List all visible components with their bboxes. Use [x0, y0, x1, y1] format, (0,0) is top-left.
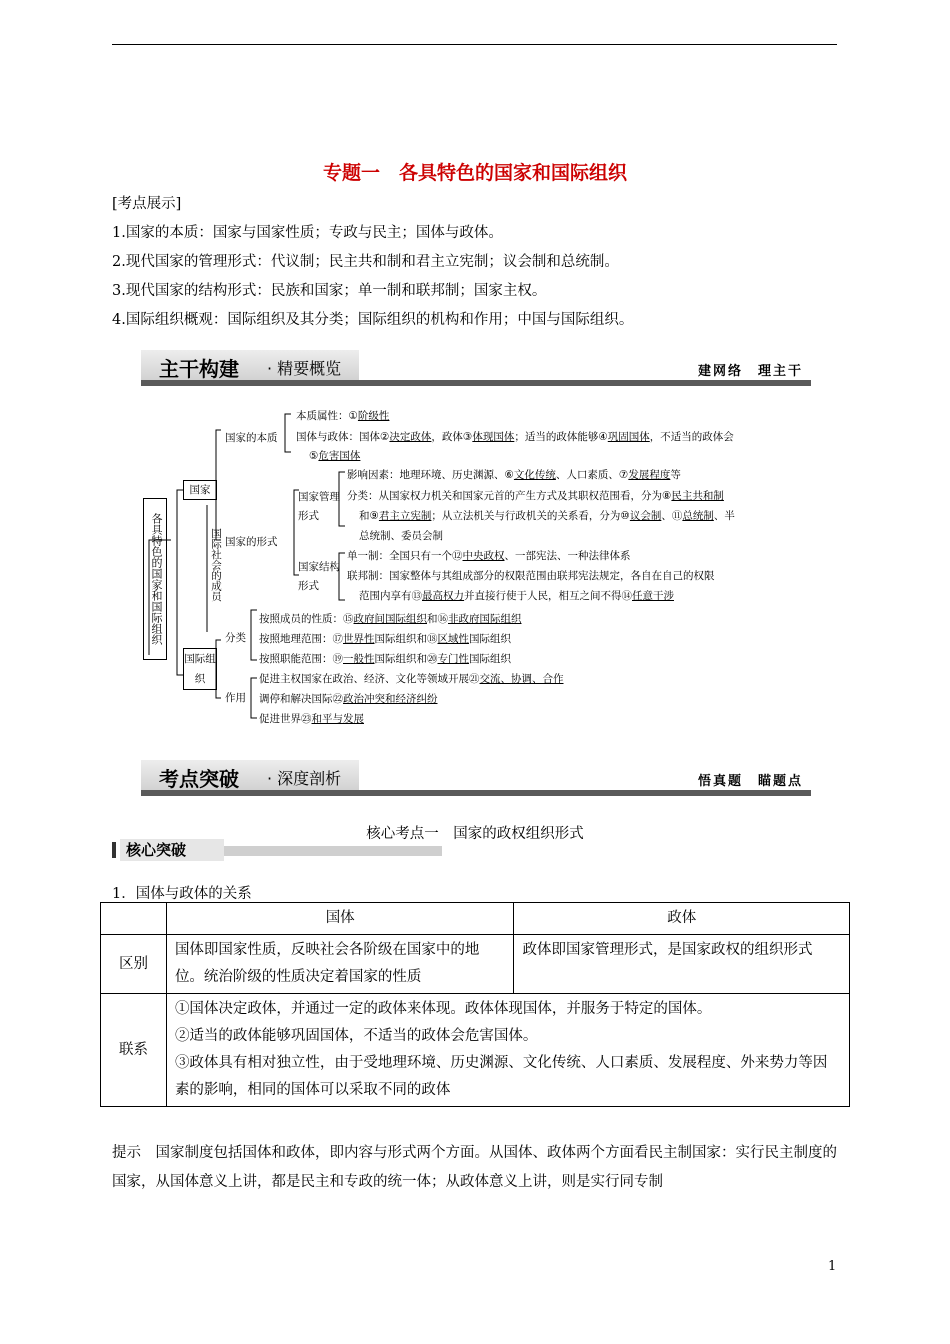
node-classify: 分类: [225, 632, 246, 644]
mindmap-line: 按照地理范围：⑰世界性国际组织和⑱区域性国际组织: [259, 633, 511, 645]
banner-main-title: 主干构建: [159, 357, 239, 381]
connection-item: ②适当的政体能够巩固国体，不适当的政体会危害国体。: [174, 1028, 538, 1044]
tip-paragraph: 提示 国家制度包括国体和政体，即内容与形式两个方面。从国体、政体两个方面看民主制国家：实行民主制度的国家，从国体意义上讲，都是民主和专政的统一体；从政体意义上讲，则是实行同专制: [112, 1145, 837, 1190]
exam-points-heading: [考点展示]: [112, 196, 182, 212]
top-rule: [112, 44, 837, 45]
mindmap-line: 促进主权国家在政治、经济、文化等领域开展㉑交流、协调、合作: [259, 673, 564, 685]
page-title: 专题一 各具特色的国家和国际组织: [322, 162, 627, 184]
banner-subtitle: · 深度剖析: [267, 769, 342, 788]
mindmap-line: 和⑨君主立宪制；从立法机关与行政机关的关系看，分为⑩议会制、⑪总统制、半: [359, 510, 735, 522]
banner-tagline: 悟真题 瞄题点: [697, 774, 803, 789]
mindmap-line: 单一制：全国只有一个⑫中央政权、一部宪法、一种法律体系: [347, 550, 631, 562]
node-state: 国家: [183, 480, 217, 500]
mindmap-line: 按照职能范围：⑲一般性国际组织和⑳专门性国际组织: [259, 653, 511, 665]
mindmap-root: 各具特色的国家和国际组织: [143, 498, 167, 660]
mindmap-line: ⑤危害国体: [309, 450, 361, 462]
exam-point-item: 4.国际组织概观：国际组织及其分类；国际组织的机构和作用；中国与国际组织。: [112, 312, 634, 328]
section-banner: [141, 760, 811, 796]
row-label-difference: 区别: [101, 935, 167, 994]
mindmap-line: 本质属性：①阶级性: [296, 410, 390, 422]
node-link-label: 国际社会的成员: [210, 528, 222, 602]
guoti-zhengti-table: [100, 902, 850, 1107]
exam-point-item: 2.现代国家的管理形式：代议制；民主共和制和君主立宪制；议会制和总统制。: [112, 254, 619, 270]
node-structure-form: 国家结构形式: [298, 561, 340, 592]
exam-point-item: 3.现代国家的结构形式：民族和国家；单一制和联邦制；国家主权。: [112, 283, 547, 299]
section-title: 核心考点一 国家的政权组织形式: [366, 826, 584, 842]
page-number: 1: [828, 1259, 837, 1274]
table-header-zhengti: 政体: [514, 903, 850, 935]
section-banner: [141, 350, 811, 386]
node-essence: 国家的本质: [225, 432, 278, 444]
mindmap-line: 联邦制：国家整体与其组成部分的权限范围由联邦宪法规定，各自在自己的权限: [347, 570, 715, 582]
table-header-guoti: 国体: [166, 903, 514, 935]
node-international-org: 国际组织: [183, 648, 217, 690]
exam-point-item: 1.国家的本质：国家与国家性质；专政与民主；国体与政体。: [112, 225, 503, 241]
node-management-form: 国家管理形式: [298, 491, 340, 522]
mindmap-line: 促进世界㉓和平与发展: [259, 713, 364, 725]
connection-item: ③政体具有相对独立性，由于受地理环境、历史渊源、文化传统、人口素质、发展程度、外来势力等因素的影响，相同的国体可以采取不同的政体: [174, 1055, 828, 1098]
table-row: [101, 935, 850, 994]
node-role: 作用: [225, 692, 246, 704]
mindmap-line: 影响因素：地理环境、历史渊源、⑥文化传统、人口素质、⑦发展程度等: [347, 469, 681, 481]
table-row: [101, 903, 850, 935]
mindmap-line: 分类：从国家权力机关和国家元首的产生方式及其职权范围看，分为⑧民主共和制: [347, 490, 724, 502]
mindmap-line: 调停和解决国际㉒政治冲突和经济纠纷: [259, 693, 438, 705]
table-row: [101, 994, 850, 1107]
core-label-text: 核心突破: [120, 839, 224, 861]
banner-subtitle: · 精要概览: [267, 359, 342, 378]
cell-guoti-definition: 国体即国家性质，反映社会各阶级在国家中的地位。统治阶级的性质决定着国家的性质: [166, 935, 514, 994]
mindmap-line: 范围内享有⑬最高权力并直接行使于人民，相互之间不得⑭任意干涉: [359, 590, 674, 602]
node-form: 国家的形式: [225, 536, 278, 548]
banner-tagline: 建网络 理主干: [697, 364, 803, 379]
row-label-connection: 联系: [101, 994, 167, 1107]
cell-connection: [166, 994, 849, 1107]
connection-item: ①国体决定政体，并通过一定的政体来体现。政体体现国体，并服务于特定的国体。: [174, 1001, 712, 1017]
cell-zhengti-definition: 政体即国家管理形式，是国家政权的组织形式: [514, 935, 850, 994]
mindmap-line: 按照成员的性质：⑮政府间国际组织和⑯非政府国际组织: [259, 613, 522, 625]
mindmap-line: 总统制、委员会制: [359, 530, 443, 542]
banner-main-title: 考点突破: [159, 767, 239, 791]
table-caption: 1．国体与政体的关系: [112, 886, 252, 902]
knowledge-mindmap: [141, 400, 841, 735]
mindmap-line: 国体与政体：国体②决定政体，政体③体现国体；适当的政体能够④巩固国体，不适当的政体会: [296, 431, 734, 443]
core-breakthrough-label: [112, 839, 442, 861]
